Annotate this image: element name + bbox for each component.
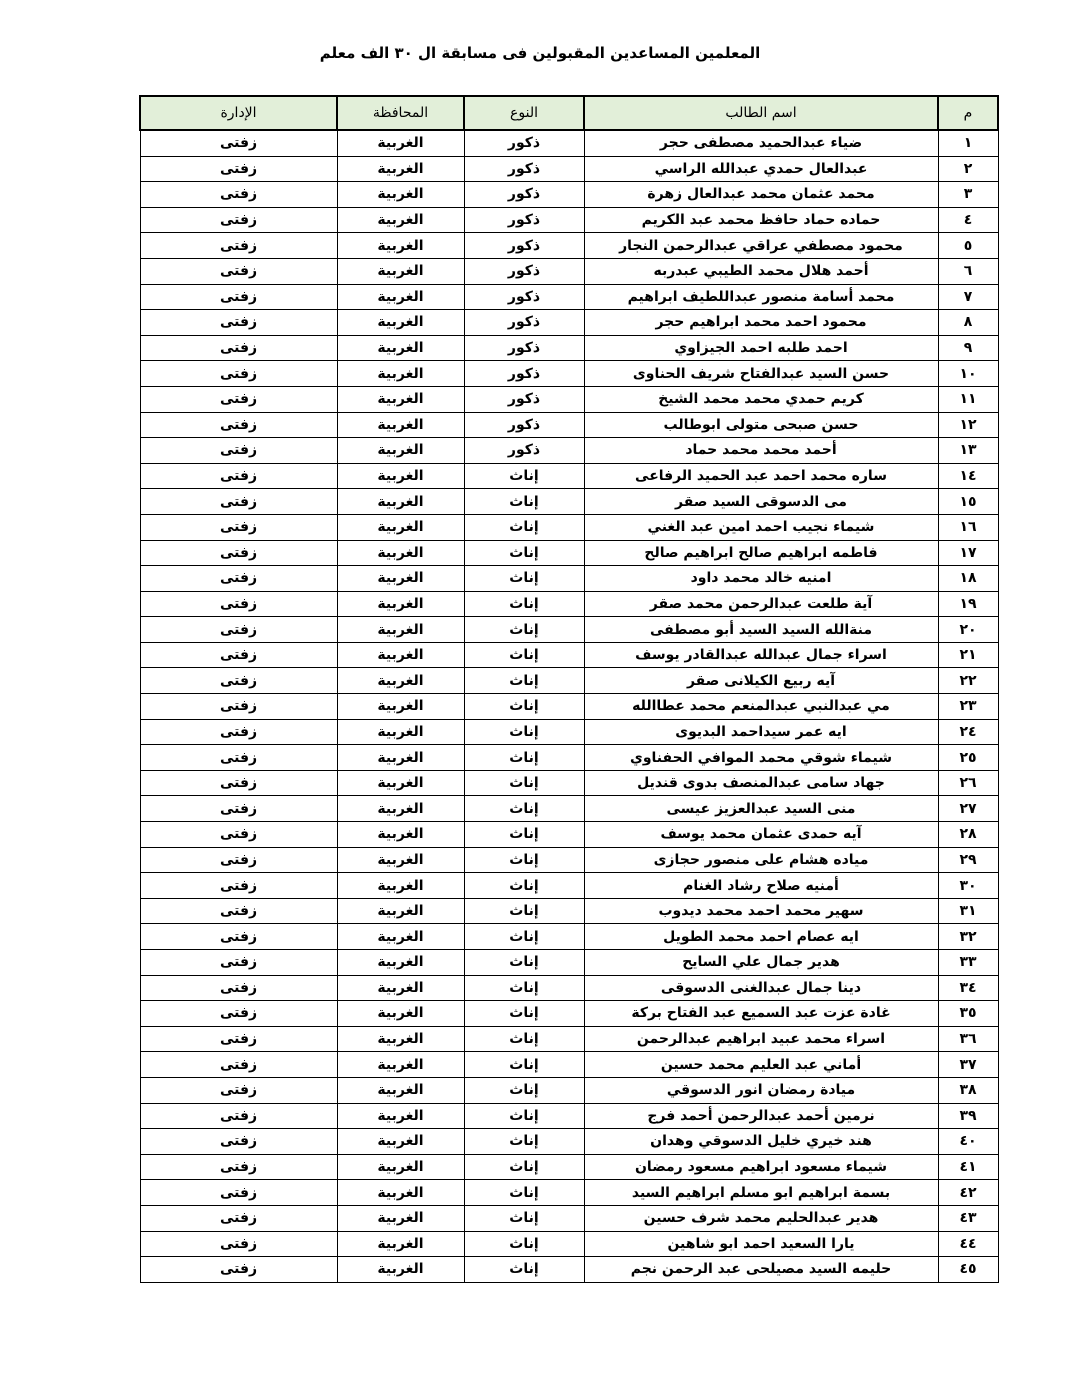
gender-cell: ذكور [464, 258, 584, 284]
gender-cell: ذكور [464, 284, 584, 310]
governorate-cell: الغربية [337, 617, 464, 643]
column-header-administration: الإدارة [140, 96, 337, 130]
governorate-cell: الغربية [337, 1077, 464, 1103]
student-name-cell: شيماء شوقي محمد الموافي الحفناوي [584, 745, 938, 771]
gender-cell: إناث [464, 540, 584, 566]
table-row [140, 745, 998, 771]
row-number-cell: ٣٨ [938, 1077, 998, 1103]
administration-cell: زفتى [140, 1129, 337, 1155]
student-name-cell: حماده حماد حافظ محمد عبد الكريم [584, 207, 938, 233]
administration-cell: زفتى [140, 745, 337, 771]
governorate-cell: الغربية [337, 566, 464, 592]
administration-cell: زفتى [140, 156, 337, 182]
gender-cell: ذكور [464, 233, 584, 259]
column-header-governorate: المحافظة [337, 96, 464, 130]
page-title: المعلمين المساعدين المقبولين فى مسابقة ال ٣٠ الف معلم [319, 44, 761, 62]
row-number-cell: ٢٨ [938, 822, 998, 848]
row-number-cell: ٣١ [938, 898, 998, 924]
table-row [140, 156, 998, 182]
row-number-cell: ٣٣ [938, 950, 998, 976]
governorate-cell: الغربية [337, 796, 464, 822]
gender-cell: إناث [464, 950, 584, 976]
table-row [140, 668, 998, 694]
governorate-cell: الغربية [337, 463, 464, 489]
gender-cell: ذكور [464, 130, 584, 156]
row-number-cell: ١٧ [938, 540, 998, 566]
gender-cell: إناث [464, 1129, 584, 1155]
gender-cell: إناث [464, 924, 584, 950]
table-row [140, 591, 998, 617]
governorate-cell: الغربية [337, 642, 464, 668]
row-number-cell: ٧ [938, 284, 998, 310]
table-row [140, 489, 998, 515]
column-header-number: م [938, 96, 998, 130]
table-row [140, 540, 998, 566]
administration-cell: زفتى [140, 489, 337, 515]
student-name-cell: دينا جمال عبدالغنى الدسوقى [584, 975, 938, 1001]
table-row [140, 1026, 998, 1052]
governorate-cell: الغربية [337, 1103, 464, 1129]
gender-cell: إناث [464, 1026, 584, 1052]
governorate-cell: الغربية [337, 412, 464, 438]
student-name-cell: ايه عمر سيداحمد البديوى [584, 719, 938, 745]
student-name-cell: هند خيري خليل الدسوقي وهدان [584, 1129, 938, 1155]
gender-cell: إناث [464, 642, 584, 668]
row-number-cell: ٣٩ [938, 1103, 998, 1129]
table-row [140, 1052, 998, 1078]
row-number-cell: ١٥ [938, 489, 998, 515]
gender-cell: إناث [464, 1257, 584, 1283]
administration-cell: زفتى [140, 130, 337, 156]
gender-cell: إناث [464, 873, 584, 899]
table-row [140, 130, 998, 156]
column-header-gender: النوع [464, 96, 584, 130]
gender-cell: إناث [464, 1180, 584, 1206]
row-number-cell: ٣٧ [938, 1052, 998, 1078]
governorate-cell: الغربية [337, 361, 464, 387]
row-number-cell: ٤٠ [938, 1129, 998, 1155]
row-number-cell: ٢٧ [938, 796, 998, 822]
student-name-cell: بسمة ابراهيم ابو مسلم ابراهيم السيد [584, 1180, 938, 1206]
table-row [140, 284, 998, 310]
row-number-cell: ٢١ [938, 642, 998, 668]
student-name-cell: آيه ربيع الكيلانى صقر [584, 668, 938, 694]
student-name-cell: عبدالعال حمدي عبدالله الراسي [584, 156, 938, 182]
table-row [140, 182, 998, 208]
row-number-cell: ٤٥ [938, 1257, 998, 1283]
governorate-cell: الغربية [337, 719, 464, 745]
student-name-cell: احمد طلبه احمد الجيزاوي [584, 335, 938, 361]
student-name-cell: سهير محمد احمد محمد ديدوب [584, 898, 938, 924]
row-number-cell: ٤ [938, 207, 998, 233]
administration-cell: زفتى [140, 1103, 337, 1129]
row-number-cell: ١٣ [938, 438, 998, 464]
row-number-cell: ٣٠ [938, 873, 998, 899]
gender-cell: ذكور [464, 361, 584, 387]
table-row [140, 873, 998, 899]
governorate-cell: الغربية [337, 1052, 464, 1078]
administration-cell: زفتى [140, 1052, 337, 1078]
gender-cell: ذكور [464, 335, 584, 361]
student-name-cell: ساره محمد احمد عبد الحميد الرفاعى [584, 463, 938, 489]
governorate-cell: الغربية [337, 258, 464, 284]
table-row [140, 975, 998, 1001]
administration-cell: زفتى [140, 642, 337, 668]
gender-cell: إناث [464, 975, 584, 1001]
table-row [140, 1129, 998, 1155]
governorate-cell: الغربية [337, 668, 464, 694]
table-row [140, 924, 998, 950]
table-row [140, 642, 998, 668]
administration-cell: زفتى [140, 463, 337, 489]
row-number-cell: ٣٤ [938, 975, 998, 1001]
table-row [140, 566, 998, 592]
table-row [140, 617, 998, 643]
student-name-cell: ايه عصام احمد محمد الطويل [584, 924, 938, 950]
row-number-cell: ٢٩ [938, 847, 998, 873]
administration-cell: زفتى [140, 1257, 337, 1283]
gender-cell: إناث [464, 770, 584, 796]
student-name-cell: امنيه خالد محمد داود [584, 566, 938, 592]
governorate-cell: الغربية [337, 898, 464, 924]
student-name-cell: محمد عثمان محمد عبدالعال زهرة [584, 182, 938, 208]
governorate-cell: الغربية [337, 540, 464, 566]
row-number-cell: ١٩ [938, 591, 998, 617]
gender-cell: إناث [464, 566, 584, 592]
student-name-cell: اسراء جمال عبدالله عبدالقادر يوسف [584, 642, 938, 668]
administration-cell: زفتى [140, 1231, 337, 1257]
table-body [140, 130, 998, 1282]
administration-cell: زفتى [140, 258, 337, 284]
administration-cell: زفتى [140, 310, 337, 336]
row-number-cell: ٤٤ [938, 1231, 998, 1257]
governorate-cell: الغربية [337, 975, 464, 1001]
gender-cell: ذكور [464, 438, 584, 464]
row-number-cell: ٢٢ [938, 668, 998, 694]
student-name-cell: ضياء عبدالحميد مصطفى حجر [584, 130, 938, 156]
gender-cell: ذكور [464, 207, 584, 233]
student-name-cell: ميادة رمضان انور الدسوقي [584, 1077, 938, 1103]
administration-cell: زفتى [140, 1001, 337, 1027]
administration-cell: زفتى [140, 1180, 337, 1206]
table-row [140, 1001, 998, 1027]
administration-cell: زفتى [140, 207, 337, 233]
student-name-cell: مى الدسوقى السيد صقر [584, 489, 938, 515]
column-header-student-name: اسم الطالب [584, 96, 938, 130]
table-row [140, 847, 998, 873]
administration-cell: زفتى [140, 617, 337, 643]
student-name-cell: حسن السيد عبدالفتاح شريف الحناوى [584, 361, 938, 387]
row-number-cell: ٣ [938, 182, 998, 208]
row-number-cell: ٤٢ [938, 1180, 998, 1206]
row-number-cell: ١٨ [938, 566, 998, 592]
student-name-cell: فاطمه ابراهيم صالح ابراهيم صالح [584, 540, 938, 566]
gender-cell: إناث [464, 1231, 584, 1257]
gender-cell: إناث [464, 1205, 584, 1231]
administration-cell: زفتى [140, 1205, 337, 1231]
governorate-cell: الغربية [337, 591, 464, 617]
administration-cell: زفتى [140, 1077, 337, 1103]
governorate-cell: الغربية [337, 694, 464, 720]
governorate-cell: الغربية [337, 489, 464, 515]
governorate-cell: الغربية [337, 924, 464, 950]
governorate-cell: الغربية [337, 873, 464, 899]
row-number-cell: ٢٤ [938, 719, 998, 745]
student-name-cell: أماني عبد العليم محمد حسين [584, 1052, 938, 1078]
administration-cell: زفتى [140, 540, 337, 566]
row-number-cell: ٨ [938, 310, 998, 336]
administration-cell: زفتى [140, 950, 337, 976]
administration-cell: زفتى [140, 335, 337, 361]
gender-cell: إناث [464, 898, 584, 924]
row-number-cell: ٤١ [938, 1154, 998, 1180]
gender-cell: ذكور [464, 386, 584, 412]
gender-cell: إناث [464, 1052, 584, 1078]
governorate-cell: الغربية [337, 156, 464, 182]
table-row [140, 412, 998, 438]
table-row [140, 898, 998, 924]
gender-cell: إناث [464, 719, 584, 745]
administration-cell: زفتى [140, 1154, 337, 1180]
gender-cell: إناث [464, 1077, 584, 1103]
administration-cell: زفتى [140, 566, 337, 592]
administration-cell: زفتى [140, 514, 337, 540]
row-number-cell: ٢٦ [938, 770, 998, 796]
administration-cell: زفتى [140, 975, 337, 1001]
accepted-teachers-table [139, 95, 999, 1283]
administration-cell: زفتى [140, 182, 337, 208]
governorate-cell: الغربية [337, 1231, 464, 1257]
gender-cell: إناث [464, 796, 584, 822]
table-row [140, 1103, 998, 1129]
governorate-cell: الغربية [337, 1257, 464, 1283]
row-number-cell: ١١ [938, 386, 998, 412]
table-row [140, 950, 998, 976]
student-name-cell: شيماء نجيب احمد امين عبد الغني [584, 514, 938, 540]
student-name-cell: يارا السعيد احمد ابو شاهين [584, 1231, 938, 1257]
gender-cell: إناث [464, 668, 584, 694]
student-name-cell: غادة عزت عبد السميع عبد الفتاح بركة [584, 1001, 938, 1027]
administration-cell: زفتى [140, 438, 337, 464]
row-number-cell: ٢٥ [938, 745, 998, 771]
governorate-cell: الغربية [337, 950, 464, 976]
gender-cell: إناث [464, 1154, 584, 1180]
table-row [140, 719, 998, 745]
administration-cell: زفتى [140, 770, 337, 796]
row-number-cell: ٣٢ [938, 924, 998, 950]
governorate-cell: الغربية [337, 182, 464, 208]
student-name-cell: منى السيد عبدالعزيز عيسى [584, 796, 938, 822]
governorate-cell: الغربية [337, 1129, 464, 1155]
student-name-cell: أمنيه صلاح رشاد الغنام [584, 873, 938, 899]
administration-cell: زفتى [140, 694, 337, 720]
row-number-cell: ٥ [938, 233, 998, 259]
table-row [140, 386, 998, 412]
student-name-cell: آية طلعت عبدالرحمن محمد صقر [584, 591, 938, 617]
table-row [140, 1180, 998, 1206]
governorate-cell: الغربية [337, 514, 464, 540]
governorate-cell: الغربية [337, 207, 464, 233]
gender-cell: ذكور [464, 310, 584, 336]
administration-cell: زفتى [140, 1026, 337, 1052]
row-number-cell: ٣٦ [938, 1026, 998, 1052]
student-name-cell: شيماء مسعود ابراهيم مسعود رمضان [584, 1154, 938, 1180]
student-name-cell: هدير جمال علي السايح [584, 950, 938, 976]
row-number-cell: ٦ [938, 258, 998, 284]
table-row [140, 335, 998, 361]
administration-cell: زفتى [140, 719, 337, 745]
administration-cell: زفتى [140, 822, 337, 848]
student-name-cell: أحمد محمد محمد حماد [584, 438, 938, 464]
table-row [140, 694, 998, 720]
student-name-cell: آيه حمدى عثمان محمد يوسف [584, 822, 938, 848]
administration-cell: زفتى [140, 386, 337, 412]
student-name-cell: حليمه السيد مصيلحى عبد الرحمن نجم [584, 1257, 938, 1283]
gender-cell: إناث [464, 617, 584, 643]
student-name-cell: هدير عبدالحليم محمد شرف حسين [584, 1205, 938, 1231]
governorate-cell: الغربية [337, 1154, 464, 1180]
row-number-cell: ١٠ [938, 361, 998, 387]
governorate-cell: الغربية [337, 1026, 464, 1052]
student-name-cell: نرمين أحمد عبدالرحمن أحمد فرج [584, 1103, 938, 1129]
table-row [140, 514, 998, 540]
gender-cell: إناث [464, 1103, 584, 1129]
row-number-cell: ٢ [938, 156, 998, 182]
row-number-cell: ١٦ [938, 514, 998, 540]
governorate-cell: الغربية [337, 1001, 464, 1027]
governorate-cell: الغربية [337, 335, 464, 361]
table-row [140, 207, 998, 233]
gender-cell: إناث [464, 463, 584, 489]
administration-cell: زفتى [140, 898, 337, 924]
student-name-cell: محمود احمد محمد ابراهيم حجر [584, 310, 938, 336]
table-row [140, 1154, 998, 1180]
table-row [140, 361, 998, 387]
governorate-cell: الغربية [337, 284, 464, 310]
row-number-cell: ١٤ [938, 463, 998, 489]
row-number-cell: ٢٠ [938, 617, 998, 643]
administration-cell: زفتى [140, 284, 337, 310]
governorate-cell: الغربية [337, 386, 464, 412]
governorate-cell: الغربية [337, 1180, 464, 1206]
table-row [140, 233, 998, 259]
administration-cell: زفتى [140, 412, 337, 438]
administration-cell: زفتى [140, 847, 337, 873]
table-row [140, 310, 998, 336]
row-number-cell: ٩ [938, 335, 998, 361]
row-number-cell: ١ [938, 130, 998, 156]
student-name-cell: جهاد سامى عبدالمنصف بدوى قنديل [584, 770, 938, 796]
governorate-cell: الغربية [337, 745, 464, 771]
table-row [140, 1257, 998, 1283]
table-row [140, 822, 998, 848]
student-name-cell: كريم حمدي محمد محمد الشيخ [584, 386, 938, 412]
gender-cell: إناث [464, 514, 584, 540]
table-row [140, 438, 998, 464]
student-name-cell: محمد أسامة منصور عبداللطيف ابراهيم [584, 284, 938, 310]
administration-cell: زفتى [140, 796, 337, 822]
row-number-cell: ١٢ [938, 412, 998, 438]
gender-cell: إناث [464, 745, 584, 771]
student-name-cell: محمود مصطفي عراقي عبدالرحمن النجار [584, 233, 938, 259]
gender-cell: إناث [464, 822, 584, 848]
student-name-cell: أحمد هلال محمد الطيبي عبدربه [584, 258, 938, 284]
row-number-cell: ٤٣ [938, 1205, 998, 1231]
table-header-row [140, 96, 998, 130]
governorate-cell: الغربية [337, 438, 464, 464]
administration-cell: زفتى [140, 924, 337, 950]
table-row [140, 770, 998, 796]
table-row [140, 1231, 998, 1257]
student-name-cell: حسن صبحى متولى ابوطالب [584, 412, 938, 438]
table-row [140, 1205, 998, 1231]
governorate-cell: الغربية [337, 130, 464, 156]
student-name-cell: مياده هشام على منصور حجازى [584, 847, 938, 873]
student-name-cell: اسراء محمد عبيد ابراهيم عبدالرحمن [584, 1026, 938, 1052]
gender-cell: إناث [464, 489, 584, 515]
gender-cell: ذكور [464, 156, 584, 182]
gender-cell: إناث [464, 847, 584, 873]
student-name-cell: منةالله السيد السيد أبو مصطفى [584, 617, 938, 643]
student-name-cell: مي عبدالنبي عبدالمنعم محمد عطاالله [584, 694, 938, 720]
administration-cell: زفتى [140, 233, 337, 259]
governorate-cell: الغربية [337, 770, 464, 796]
governorate-cell: الغربية [337, 1205, 464, 1231]
table-row [140, 796, 998, 822]
gender-cell: إناث [464, 694, 584, 720]
gender-cell: إناث [464, 1001, 584, 1027]
gender-cell: ذكور [464, 412, 584, 438]
governorate-cell: الغربية [337, 310, 464, 336]
governorate-cell: الغربية [337, 822, 464, 848]
administration-cell: زفتى [140, 668, 337, 694]
gender-cell: ذكور [464, 182, 584, 208]
governorate-cell: الغربية [337, 233, 464, 259]
table-row [140, 463, 998, 489]
gender-cell: إناث [464, 591, 584, 617]
row-number-cell: ٢٣ [938, 694, 998, 720]
table-row [140, 258, 998, 284]
administration-cell: زفتى [140, 361, 337, 387]
administration-cell: زفتى [140, 873, 337, 899]
administration-cell: زفتى [140, 591, 337, 617]
governorate-cell: الغربية [337, 847, 464, 873]
table-row [140, 1077, 998, 1103]
row-number-cell: ٣٥ [938, 1001, 998, 1027]
